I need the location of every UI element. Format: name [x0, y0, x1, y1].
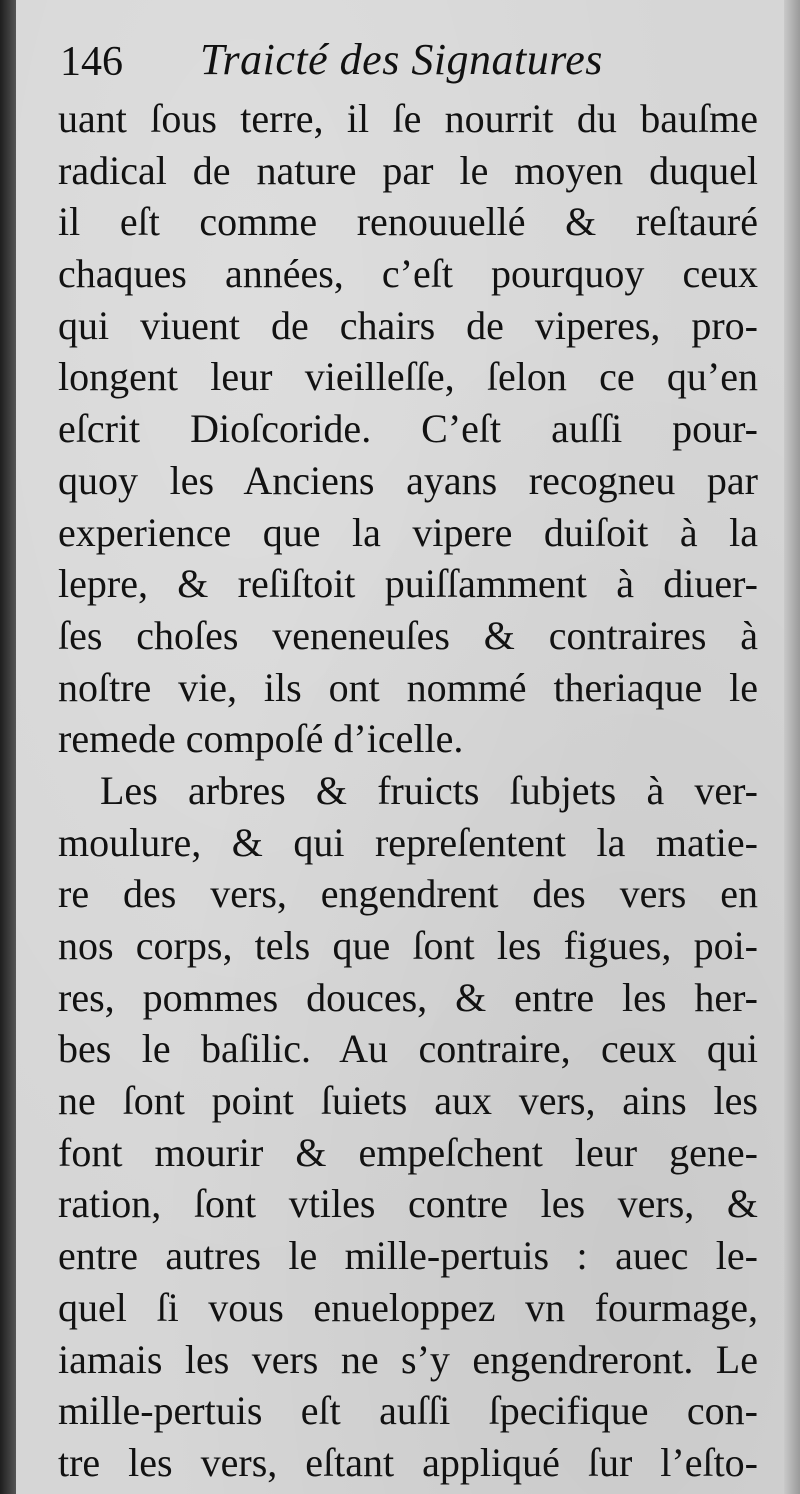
text-line: il eſt comme renouuellé & reſtauré — [58, 199, 758, 245]
text-line: mille-pertuis eſt auſſi ſpecifique con- — [58, 1388, 758, 1434]
page-header — [50, 26, 750, 96]
text-line: uant ſous terre, il ſe nourrit du bauſme — [58, 96, 758, 141]
text-line: tre les vers, eſtant appliqué ſur l’eſto- — [58, 1439, 758, 1485]
text-line: iamais les vers ne s’y engendreront. Le — [58, 1336, 758, 1382]
text-line: ne ſont point ſuiets aux vers, ains les — [58, 1078, 758, 1124]
text-line: lepre, & reſiſtoit puiſſamment à diuer- — [58, 561, 758, 607]
text-line: quoy les Anciens ayans recogneu par — [58, 457, 758, 503]
page-number: 146 — [60, 39, 123, 85]
text-line: font mourir & empeſchent leur gene- — [58, 1129, 758, 1175]
text-line: re des vers, engendrent des vers en — [58, 871, 758, 917]
text-line: noſtre vie, ils ont nommé theriaque le — [58, 664, 758, 710]
text-line: longent leur vieilleſſe, ſelon ce qu’en — [58, 354, 758, 400]
page-edge — [784, 0, 800, 1494]
text-line: ration, ſont vtiles contre les vers, & — [58, 1181, 758, 1227]
text-line: chaques années, c’eſt pourquoy ceux — [58, 251, 758, 297]
text-line: res, pommes douces, & entre les her- — [58, 974, 758, 1020]
text-line: qui viuent de chairs de viperes, pro- — [58, 302, 758, 348]
text-line: experience que la vipere duiſoit à la — [58, 509, 758, 555]
text-line: bes le baſilic. Au contraire, ceux qui — [58, 1026, 758, 1072]
text-line: nos corps, tels que ſont les figues, poi- — [58, 923, 758, 968]
text-line: ſes choſes veneneuſes & contraires à — [58, 612, 758, 658]
text-line: entre autres le mille-pertuis : auec le- — [58, 1233, 758, 1279]
text-line: moulure, & qui repreſentent la matie- — [58, 819, 758, 865]
text-line: quel ſi vous enueloppez vn fourmage, — [58, 1284, 758, 1330]
running-title: Traicté des Signatures — [200, 35, 603, 84]
body-text — [58, 93, 758, 1489]
text-line: radical de nature par le moyen duquel — [58, 147, 758, 193]
text-line: remede compoſé d’icelle. — [58, 716, 464, 762]
text-line: Les arbres & fruicts ſubjets à ver- — [100, 767, 758, 813]
text-line: eſcrit Dioſcoride. C’eſt auſſi pour- — [58, 406, 758, 452]
page-gutter-shadow — [0, 0, 16, 1494]
